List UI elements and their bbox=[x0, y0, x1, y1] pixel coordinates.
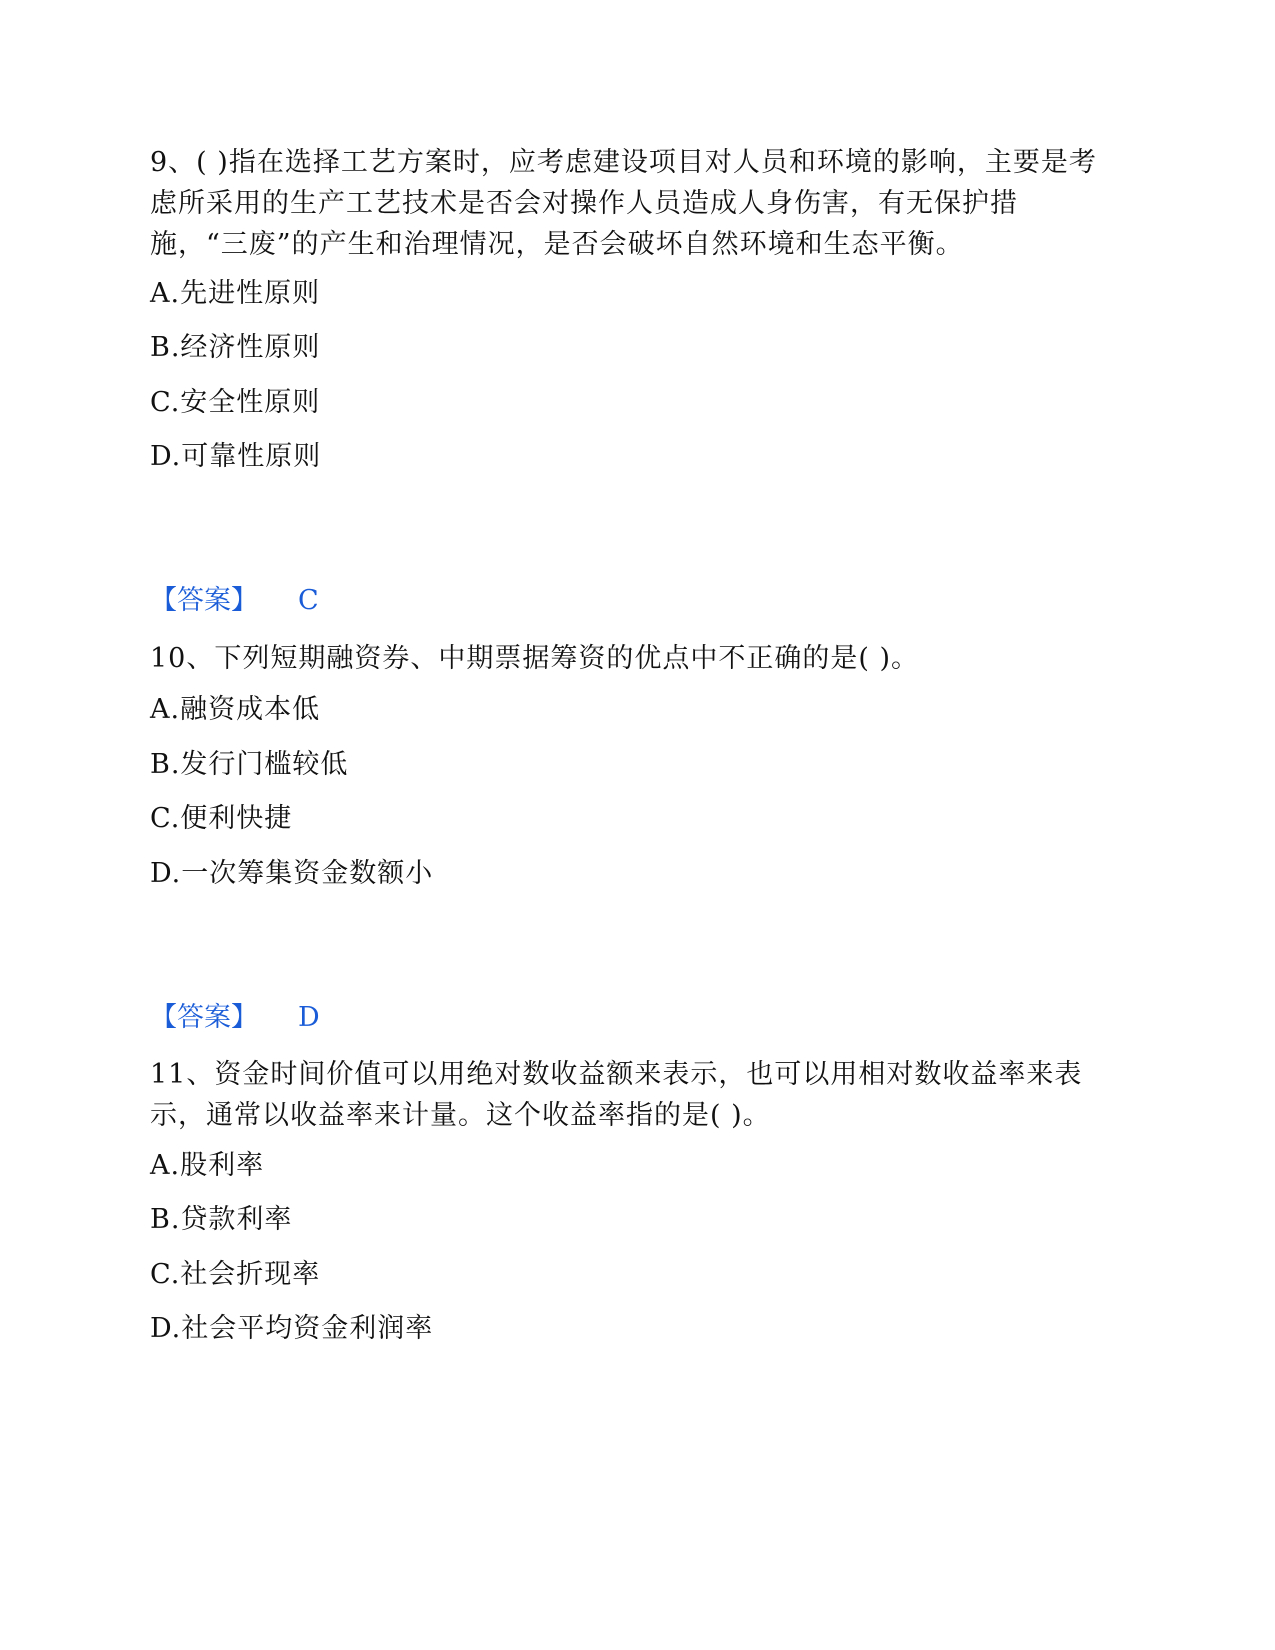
question-10-option-b: B.发行门槛较低 bbox=[150, 749, 349, 780]
question-11-option-b: B.贷款利率 bbox=[150, 1204, 293, 1235]
answer-label: 【答案】 bbox=[150, 585, 258, 616]
question-9-option-b: B.经济性原则 bbox=[150, 332, 321, 363]
question-9-option-d: D.可靠性原则 bbox=[150, 441, 322, 472]
question-10-option-c: C.便利快捷 bbox=[150, 803, 293, 834]
question-11-option-a: A.股利率 bbox=[150, 1150, 265, 1181]
question-9-answer bbox=[150, 583, 319, 619]
question-10-answer bbox=[150, 1000, 320, 1036]
question-10-option-d: D.一次筹集资金数额小 bbox=[150, 858, 434, 889]
question-11-option-d: D.社会平均资金利润率 bbox=[150, 1313, 434, 1344]
answer-label: 【答案】 bbox=[150, 1002, 258, 1033]
answer-value: C bbox=[298, 585, 319, 616]
question-9-option-c: C.安全性原则 bbox=[150, 387, 321, 418]
question-10-stem: 10、下列短期融资券、中期票据筹资的优点中不正确的是( )。 bbox=[150, 643, 920, 674]
question-10-option-a: A.融资成本低 bbox=[150, 694, 321, 725]
question-11-option-c: C.社会折现率 bbox=[150, 1259, 321, 1290]
question-9-option-a: A.先进性原则 bbox=[150, 278, 321, 309]
question-11-stem: 11、资金时间价值可以用绝对数收益额来表示，也可以用相对数收益率来表示，通常以收益率来计量。这个收益率指的是( )。 bbox=[150, 1059, 1083, 1131]
answer-value: D bbox=[298, 1002, 320, 1033]
question-9-stem: 9、( )指在选择工艺方案时，应考虑建设项目对人员和环境的影响，主要是考虑所采用的生产工艺技术是否会对操作人员造成人身伤害，有无保护措施，“三废”的产生和治理情况，是否会破坏自然环境和生态平衡。 bbox=[150, 147, 1097, 260]
